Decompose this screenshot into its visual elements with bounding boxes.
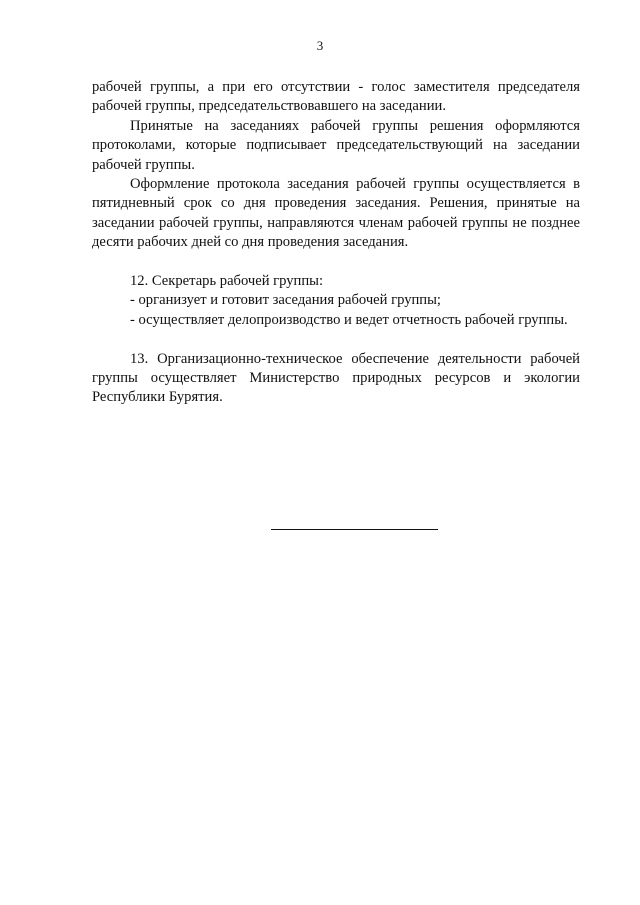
page-number: 3 — [316, 38, 324, 53]
section-12-item: - осуществляет делопроизводство и ведет отчетность рабочей группы. — [130, 311, 568, 328]
paragraph-voice-continuation: рабочей группы, а при его отсутствии - голос заместителя председателя рабочей группы, председательствовавшего на заседании. — [92, 79, 580, 115]
paragraph-protocol-formalization: Оформление протокола заседания рабочей группы осуществляется в пятидневный срок со дня проведения заседания. Решения, принятые на заседании рабочей группы, направляются членам рабочей группы не позднее десяти рабочих дней со дня проведения заседания. — [92, 176, 580, 251]
section-13-paragraph: 13. Организационно-техническое обеспечение деятельности рабочей группы осуществляет Министерство природных ресурсов и экологии Республики Бурятия. — [92, 350, 580, 406]
document-body — [92, 78, 580, 408]
paragraph-protocol-decisions: Принятые на заседаниях рабочей группы решения оформляются протоколами, которые подписывает председательствующий на заседании рабочей группы. — [92, 117, 580, 173]
spacer — [92, 253, 580, 272]
document-end-rule — [271, 529, 438, 530]
section-12-heading: 12. Секретарь рабочей группы: — [130, 273, 324, 290]
spacer — [92, 330, 580, 349]
section-12-item: - организует и готовит заседания рабочей группы; — [130, 292, 441, 309]
